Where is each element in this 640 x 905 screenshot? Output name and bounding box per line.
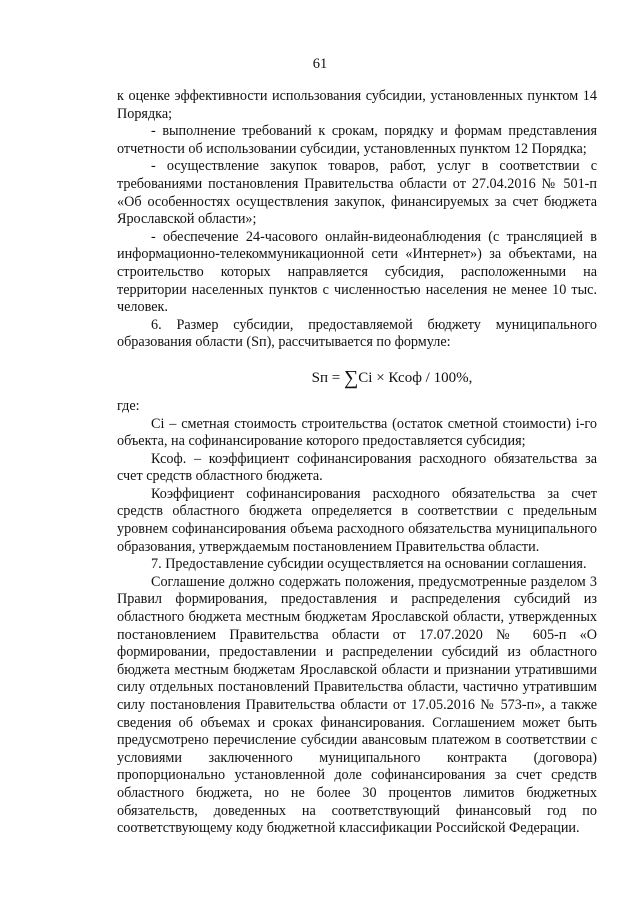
document-body bbox=[117, 88, 597, 838]
paragraph-10: Соглашение должно содержать положения, предусмотренные разделом 3 Правил формирования, предоставления и распределения субсидий из областного бюджета местным бюджетам Ярославской области, утвержденных постановлением Правительства области от 17.07.2020 № 605-п «О формировании, предоставлении и распределении субсидий из областного бюджета местным бюджетам Ярославской области и признании утратившими силу отдельных постановлений Правительства области, частично утратившим силу постановления Правительства области от 17.05.2016 № 573-п», а также сведения об объемах и сроках финансирования. Соглашением может быть предусмотрено перечисление субсидии авансовым платежом в соответствии с условиями заключенного муниципального контракта (договора) пропорционально установленной доле софинансирования за счет средств областного бюджета, но не более 30 процентов лимитов бюджетных обязательств, доведенных на соответствующий финансовый год по соответствующему коду бюджетной классификации Российской Федерации. bbox=[117, 573, 597, 837]
where-label: где: bbox=[117, 397, 140, 414]
formula-term: Ci bbox=[358, 369, 373, 386]
paragraph-5: 6. Размер субсидии, предоставляемой бюджету муниципального образования области (Sп), рассчитывается по формуле: bbox=[117, 316, 597, 351]
paragraph-9: 7. Предоставление субсидии осуществляется на основании соглашения. bbox=[151, 556, 587, 573]
formula-sum-sign: ∑ bbox=[343, 366, 359, 389]
paragraph-4: - обеспечение 24-часового онлайн-видеонаблюдения (с трансляцией в информационно-телекоммуникационной сети «Интернет») за объектами, на строительство которых направляется субсидия, расположенными на территории населенных пунктов с численностью населения не менее 10 тыс. человек. bbox=[117, 228, 597, 316]
formula-equals: = bbox=[328, 369, 344, 386]
formula-lhs: Sп bbox=[311, 369, 329, 386]
paragraph-6: Сi – сметная стоимость строительства (остаток сметной стоимости) i-го объекта, на софинансирование которого предоставляется субсидия; bbox=[117, 415, 597, 450]
formula-tail: / 100%, bbox=[421, 369, 473, 386]
subsidy-formula bbox=[117, 358, 597, 398]
paragraph-2: - выполнение требований к срокам, порядку и формам представления отчетности об использовании субсидии, установленных пунктом 12 Порядка; bbox=[117, 123, 597, 157]
formula-coefficient: Ксоф bbox=[388, 369, 422, 386]
paragraph-3: - осуществление закупок товаров, работ, услуг в соответствии с требованиями постановления Правительства области от 27.04.2016 № 501-п «Об особенностях осуществления закупок, финансируемых за счет бюджета Ярославской области»; bbox=[117, 158, 597, 228]
paragraph-7: Ксоф. – коэффициент софинансирования расходного обязательства за счет средств областного бюджета. bbox=[117, 450, 597, 485]
page-number: 61 bbox=[312, 56, 328, 72]
formula-times: × bbox=[372, 369, 389, 386]
paragraph-1: к оценке эффективности использования субсидии, установленных пунктом 14 Порядка; bbox=[117, 88, 597, 122]
paragraph-8: Коэффициент софинансирования расходного обязательства за счет средств областного бюджета определяется в соответствии с предельным уровнем софинансирования объема расходного обязательства муниципального образования, утверждаемым постановлением Правительства области. bbox=[117, 485, 597, 555]
